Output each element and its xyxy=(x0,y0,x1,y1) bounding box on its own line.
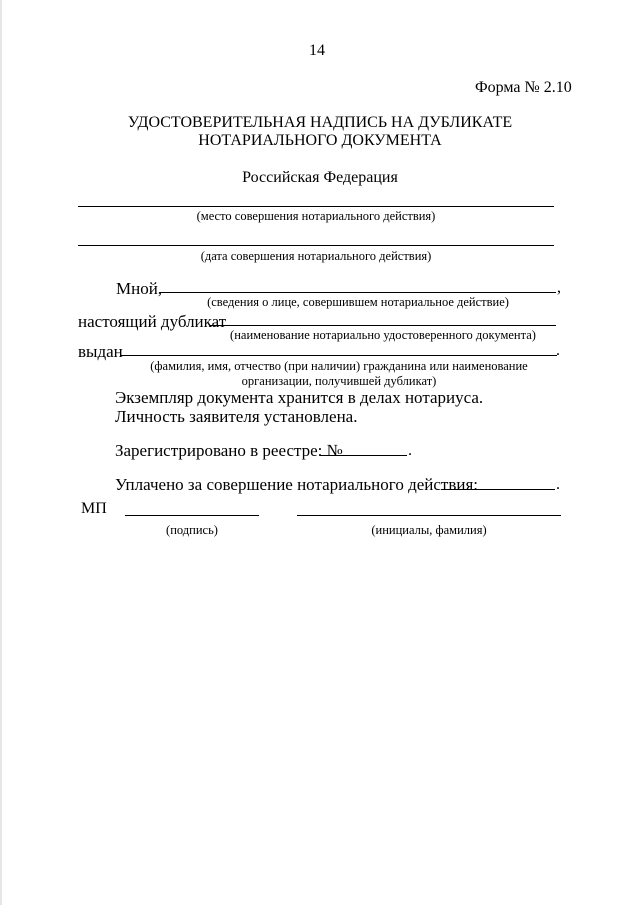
document-field-line[interactable] xyxy=(210,325,556,326)
initials-caption: (инициалы, фамилия) xyxy=(371,523,487,537)
country-name: Российская Федерация xyxy=(242,169,398,186)
issued-label: выдан xyxy=(78,342,123,361)
copy-kept-statement: Экземпляр документа хранится в делах нотариуса. xyxy=(115,388,484,407)
document-title-line1: УДОСТОВЕРИТЕЛЬНАЯ НАДПИСЬ НА ДУБЛИКАТЕ xyxy=(127,114,513,131)
signature-caption: (подпись) xyxy=(166,523,218,537)
recipient-caption-line2: организации, получившей дубликат) xyxy=(241,374,437,388)
recipient-field-line[interactable] xyxy=(121,355,557,356)
payment-period: . xyxy=(556,476,560,493)
stamp-place-label: МП xyxy=(81,500,107,517)
person-caption: (сведения о лице, совершившем нотариальное действие) xyxy=(207,295,509,309)
by-me-label: Мной, xyxy=(116,279,163,298)
payment-label: Уплачено за совершение нотариального действия: xyxy=(115,475,479,494)
form-number: Форма № 2.10 xyxy=(475,79,572,96)
date-field-line[interactable] xyxy=(78,245,554,246)
person-field-line[interactable] xyxy=(160,292,556,293)
duplicate-label: настоящий дубликат xyxy=(78,312,227,331)
payment-amount-field-line[interactable] xyxy=(441,489,555,490)
document-caption: (наименование нотариально удостоверенного документа) xyxy=(230,328,536,342)
date-caption: (дата совершения нотариального действия) xyxy=(200,249,432,263)
initials-field-line[interactable] xyxy=(297,515,561,516)
registry-period: . xyxy=(408,442,412,459)
by-me-comma: , xyxy=(557,279,561,296)
recipient-caption-line1: (фамилия, имя, отчество (при наличии) гражданина или наименование xyxy=(150,359,528,373)
place-caption: (место совершения нотариального действия) xyxy=(196,209,436,223)
document-title-line2: НОТАРИАЛЬНОГО ДОКУМЕНТА xyxy=(198,132,442,149)
registry-number-field-line[interactable] xyxy=(320,455,407,456)
issued-period: . xyxy=(556,342,560,359)
signature-field-line[interactable] xyxy=(125,515,259,516)
registry-label: Зарегистрировано в реестре: № xyxy=(115,441,343,460)
identity-statement: Личность заявителя установлена. xyxy=(115,407,358,426)
place-field-line[interactable] xyxy=(78,206,554,207)
page-number: 14 xyxy=(309,42,325,59)
